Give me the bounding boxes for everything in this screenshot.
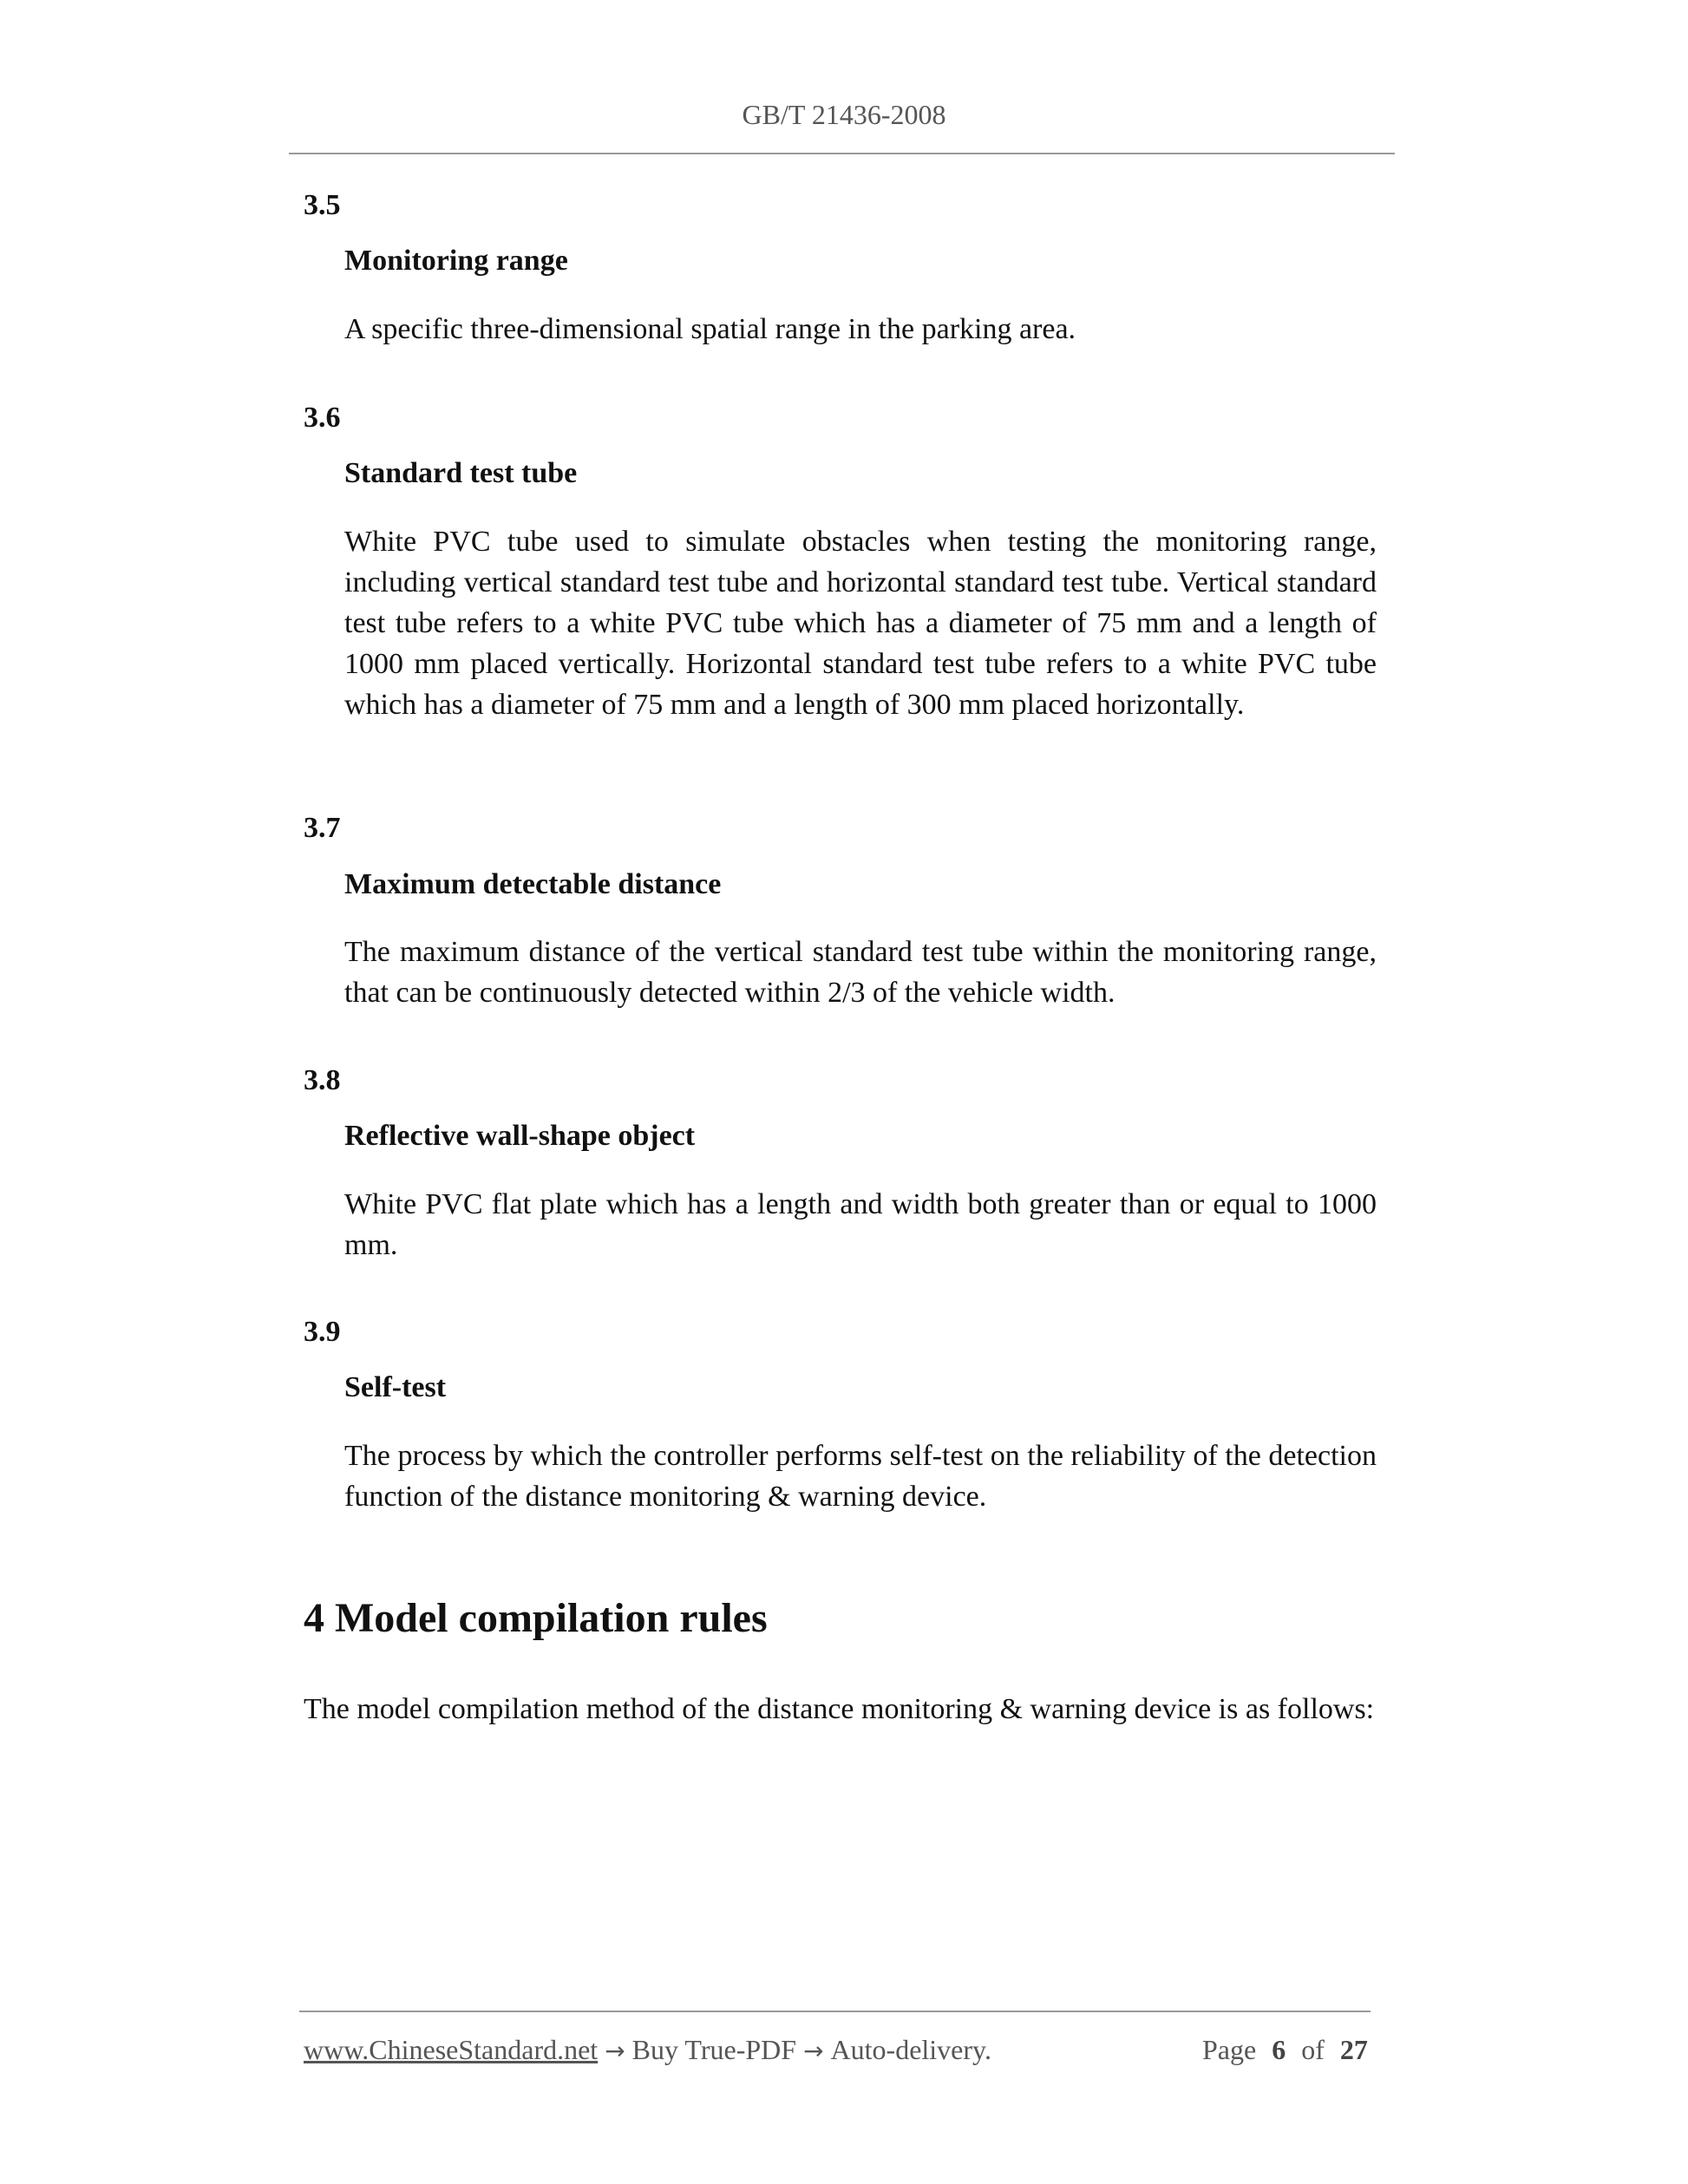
page-label: Page bbox=[1202, 2034, 1257, 2065]
term-definition: White PVC tube used to simulate obstacles when testing the monitoring range, including vertical standard test tube and horizontal standard test tube. Vertical standard test tube refers to a white PVC tube which has a diameter of 75 mm and a length of 1000 mm placed vertically. Horizontal standard test tube refers to a white PVC tube which has a diameter of 75 mm and a length of 300 mm placed horizontally. bbox=[344, 526, 1377, 721]
term-title: Reflective wall-shape object bbox=[344, 1120, 696, 1152]
term-definition: A specific three-dimensional spatial range in the parking area. bbox=[344, 313, 1076, 345]
clause-number: 3.9 bbox=[304, 1316, 341, 1348]
term-definition: The process by which the controller performs self-test on the reliability of the detection function of the distance monitoring & warning device. bbox=[344, 1440, 1377, 1513]
document-code: GB/T 21436-2008 bbox=[742, 99, 946, 130]
term-title: Standard test tube bbox=[344, 457, 578, 489]
clause-number: 3.6 bbox=[304, 402, 341, 434]
page-total: 27 bbox=[1339, 2034, 1368, 2065]
term-title: Maximum detectable distance bbox=[344, 868, 722, 900]
term-definition: White PVC flat plate which has a length and width both greater than or equal to 1000 mm. bbox=[344, 1188, 1377, 1261]
footer-divider bbox=[299, 2011, 1371, 2012]
term-definition: The maximum distance of the vertical standard test tube within the monitoring range, that can be continuously detected within 2/3 of the vehicle width. bbox=[344, 936, 1377, 1009]
term-title: Monitoring range bbox=[344, 245, 568, 277]
delivery-text: Auto-delivery. bbox=[830, 2034, 991, 2065]
page-number: 6 bbox=[1272, 2034, 1286, 2065]
footer-promo bbox=[304, 2032, 991, 2069]
clause-number: 3.7 bbox=[304, 812, 341, 844]
section-heading: 4 Model compilation rules bbox=[304, 1595, 768, 1641]
arrow-right-icon: → bbox=[803, 2037, 824, 2065]
clause-number: 3.5 bbox=[304, 189, 341, 221]
clause-number: 3.8 bbox=[304, 1064, 341, 1096]
of-label: of bbox=[1301, 2034, 1325, 2065]
buy-text: Buy True-PDF bbox=[631, 2034, 797, 2065]
header-divider bbox=[289, 153, 1395, 154]
term-title: Self-test bbox=[344, 1371, 447, 1403]
section-paragraph: The model compilation method of the distance monitoring & warning device is as follows: bbox=[304, 1693, 1375, 1725]
site-link[interactable]: www.ChineseStandard.net bbox=[304, 2034, 599, 2065]
page-indicator bbox=[1202, 2032, 1377, 2067]
arrow-right-icon: → bbox=[605, 2037, 625, 2065]
